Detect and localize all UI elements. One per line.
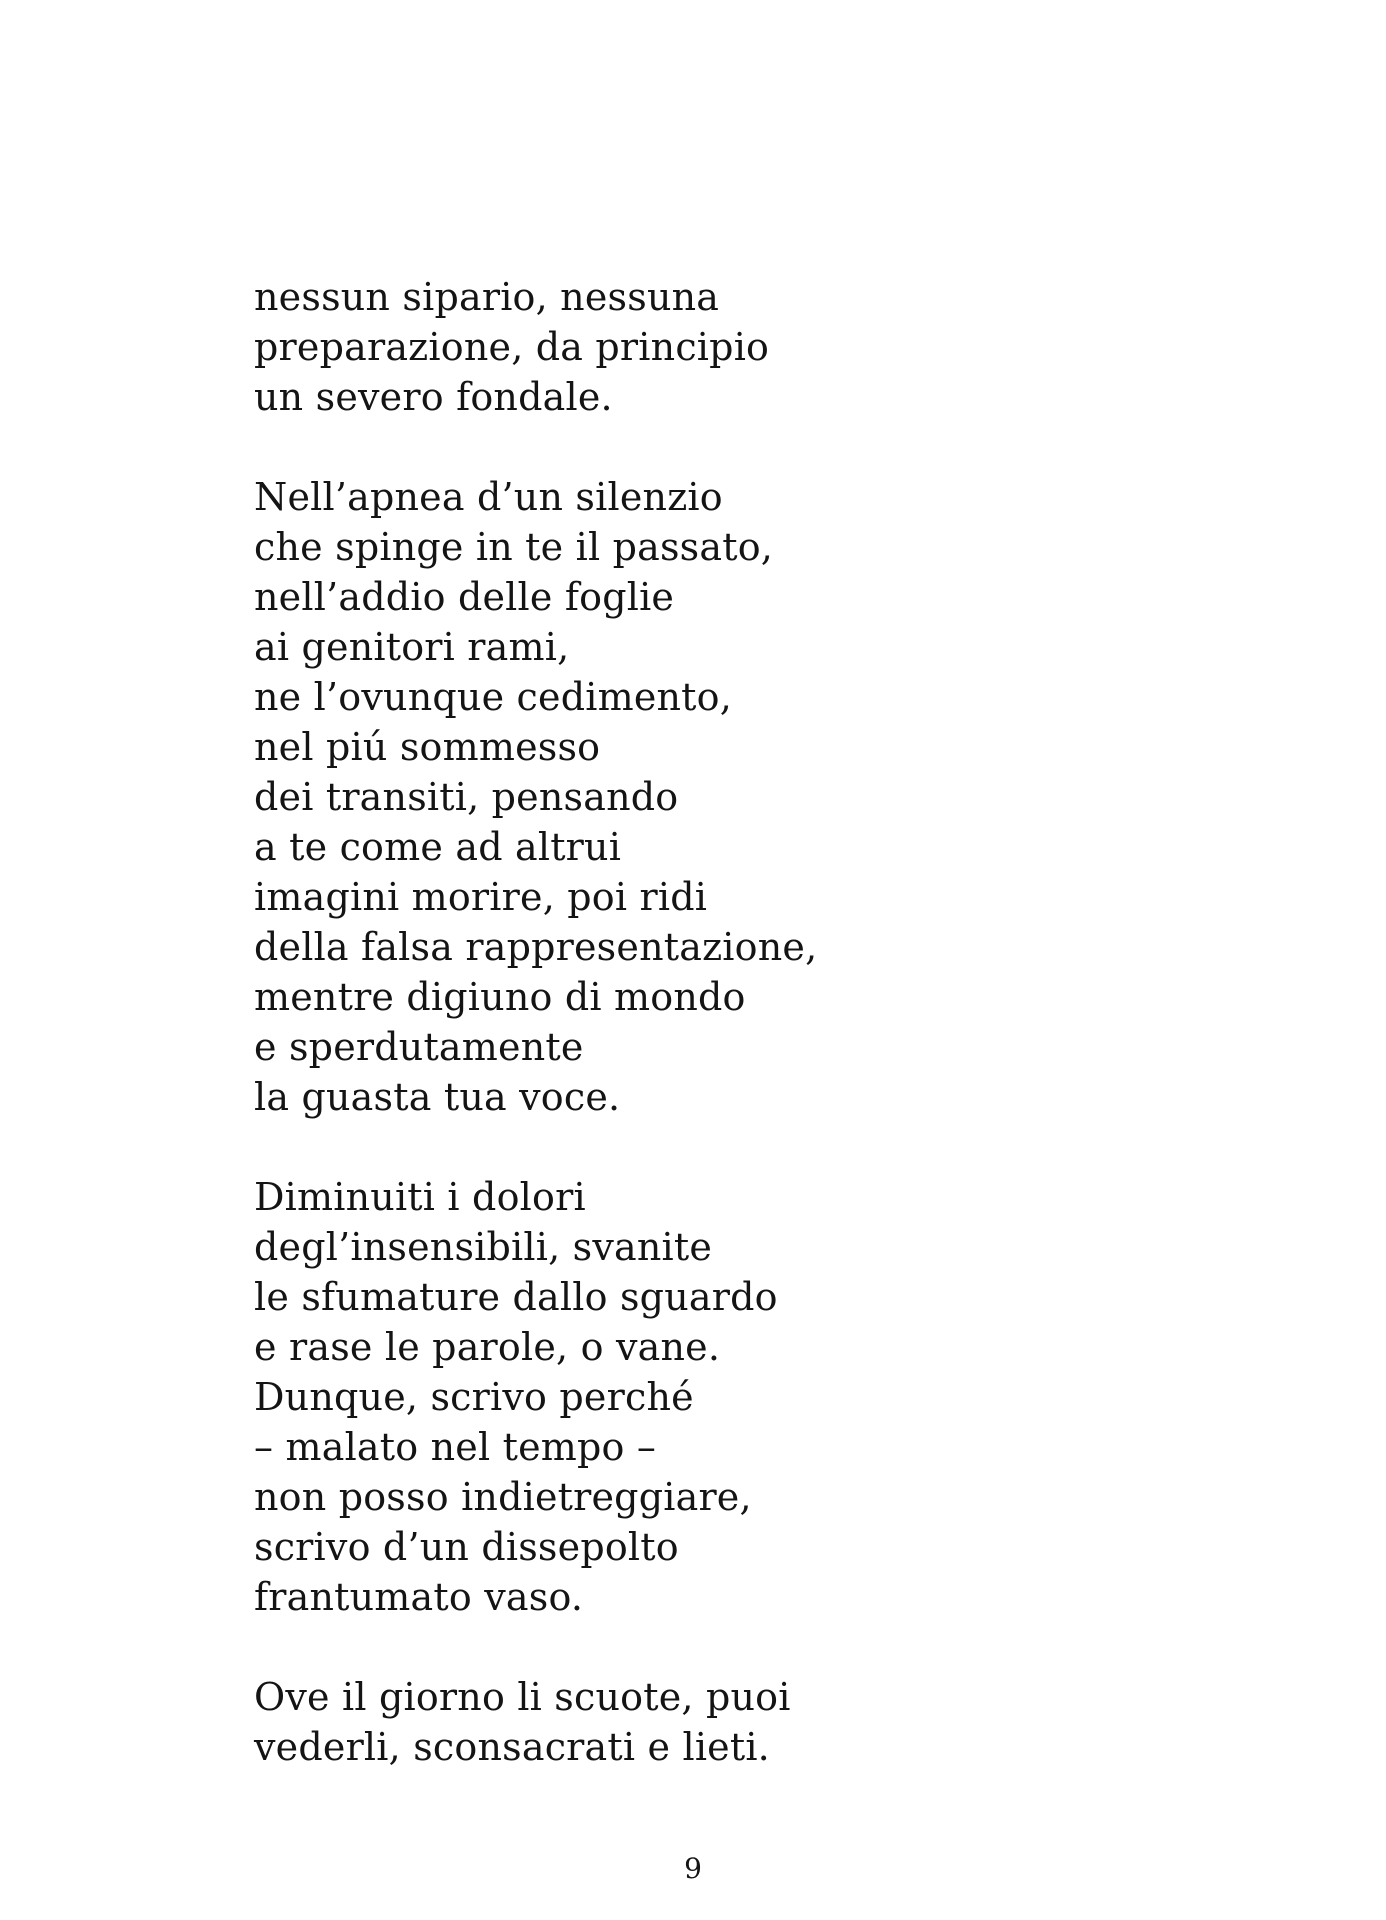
stanza-2 [254,472,1254,1122]
poem-line: della falsa rappresentazione, [254,925,818,969]
poem-line: mentre digiuno di mondo [254,975,746,1019]
poem-line: scrivo d’un dissepolto [254,1525,679,1569]
poem-line: la guasta tua voce. [254,1075,621,1119]
poem-line: nell’addio delle foglie [254,575,675,619]
poem-body [254,272,1254,1822]
poem-line: e rase le parole, o vane. [254,1325,721,1369]
stanza-1 [254,272,1254,422]
poem-line: Dunque, scrivo perché [254,1375,694,1419]
poem-line: imagini morire, poi ridi [254,875,708,919]
poem-line: a te come ad altrui [254,825,622,869]
poem-line: un severo fondale. [254,375,613,419]
poem-line: ai genitori rami, [254,625,570,669]
poem-line: – malato nel tempo – [254,1425,657,1469]
poem-line: preparazione, da principio [254,325,770,369]
poem-line: Nell’apnea d’un silenzio [254,475,723,519]
poem-line: vederli, sconsacrati e lieti. [254,1725,770,1769]
poem-line: frantumato vaso. [254,1575,584,1619]
poem-line: Ove il giorno li scuote, puoi [254,1675,791,1719]
stanza-4 [254,1672,1254,1772]
poem-line: che spinge in te il passato, [254,525,774,569]
poem-line: le sfumature dallo sguardo [254,1275,778,1319]
poem-line: ne l’ovunque cedimento, [254,675,733,719]
poem-line: dei transiti, pensando [254,775,679,819]
poem-line: nel piú sommesso [254,725,601,769]
page-number: 9 [684,1852,702,1885]
poem-line: e sperdutamente [254,1025,584,1069]
poem-line: degl’insensibili, svanite [254,1225,713,1269]
poem-line: nessun sipario, nessuna [254,275,720,319]
poem-line: non posso indietreggiare, [254,1475,752,1519]
stanza-3 [254,1172,1254,1622]
poem-line: Diminuiti i dolori [254,1175,586,1219]
